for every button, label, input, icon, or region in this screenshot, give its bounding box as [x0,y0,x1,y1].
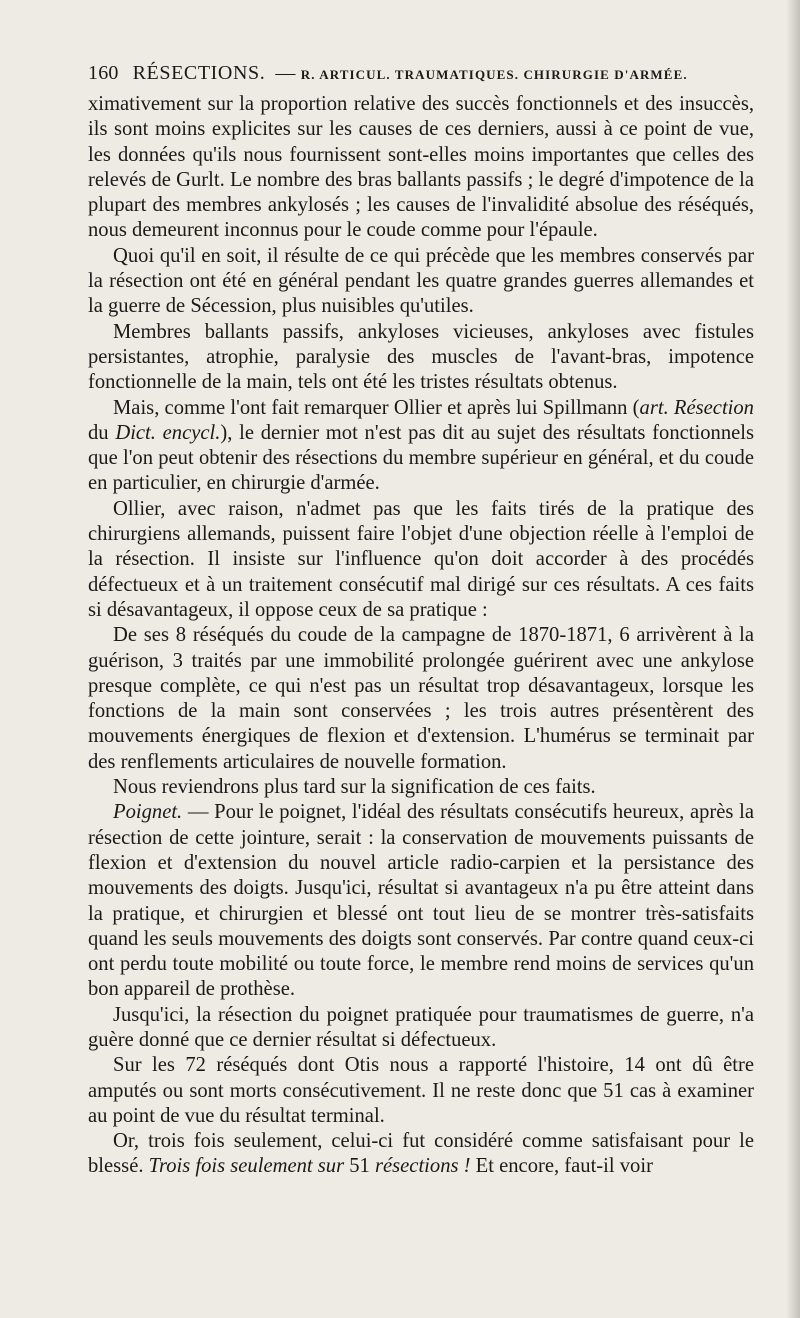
running-head [88,58,768,88]
paragraph-11 [88,1129,754,1180]
paragraph-4-text-2: du [88,421,116,444]
paragraph-3: Membres ballants passifs, ankyloses vicieuses, ankyloses avec fistules persistantes, atrophie, paralysie des muscles de l'avant-bras, impotence fonctionnelle de la main, tels ont été les tristes résultats obtenus. [88,320,754,394]
paragraph-4-text-3: ), le dernier mot n'est pas dit au sujet des résultats fonctionnels que l'on peut obtenir des résections du membre supérieur en général, et du coude en particulier, en chirurgie d'armée. [88,421,754,495]
paragraph-4-text-1: Mais, comme l'ont fait remarquer Ollier et après lui Spillmann ( [113,396,640,419]
paragraph-1: ximativement sur la proportion relative des succès fonctionnels et des insuccès, ils sont moins explicites sur les causes de ces derniers, aussi à ce point de vue, les données qu'ils nous fournissent sont-elles moins importantes que celles des relevés de Gurlt. Le nombre des bras ballants passifs ; le degré d'impotence de la plupart des membres ankylosés ; les causes de l'invalidité absolue des réséqués, nous demeurent inconnus pour le coude comme pour l'épaule. [88,93,754,242]
paragraph-8-text: — Pour le poignet, l'idéal des résultats consécutifs heureux, après la résection de cette jointure, serait : la conservation de mouvements puissants de flexion et d'extension du nouvel article radio-carpien et la persistance des mouvements des doigts. Jusqu'ici, résultat si avantageux n'a pu être atteint dans la pratique, et chirurgien et blessé ont tout lieu de se montrer très-satisfaits quand les seuls mouvements des doigts sont conservés. Par contre quand ceux-ci ont perdu toute mobilité ou toute force, le membre rend moins de services qu'un bon appareil de prothèse. [88,801,754,1001]
paragraph-10: Sur les 72 réséqués dont Otis nous a rapporté l'histoire, 14 ont dû être amputés ou sont morts consécutivement. Il ne reste donc que 51 cas à examiner au point de vue du résultat terminal. [88,1054,754,1127]
header-dash: — [275,62,296,84]
paragraph-4-citation-2: Dict. encycl. [115,421,221,444]
subheading-poignet: Poignet. [113,801,183,824]
paragraph-11-emphasis-1: Trois fois seulement sur [148,1155,345,1178]
paragraph-2: Quoi qu'il en soit, il résulte de ce qui précède que les membres conservés par la résection ont été en général pendant les quatre grandes guerres allemandes et la guerre de Sécession, plus nuisibles qu'utiles. [88,244,754,318]
paragraph-4 [88,396,754,497]
paragraph-6: De ses 8 réséqués du coude de la campagne de 1870-1871, 6 arrivèrent à la guérison, 3 traités par une immobilité prolongée guérirent avec une ankylose presque complète, ce qui n'est pas un résultat trop désavantageux, lorsque les fonctions de la main sont conservées ; les trois autres présentèrent des mouvements énergiques de flexion et d'extension. L'humérus se terminait par des renflements articulaires de nouvelle formation. [88,624,754,773]
paragraph-11-text-3: Et encore, faut-il voir [470,1155,653,1178]
section-subtitle: R. ARTICUL. TRAUMATIQUES. CHIRURGIE D'ARMÉE. [300,67,688,82]
paragraph-4-citation-1: art. Résection [639,396,754,419]
paragraph-5: Ollier, avec raison, n'admet pas que les faits tirés de la pratique des chirurgiens allemands, puissent faire l'objet d'une objection réelle à l'emploi de la résection. Il insiste sur l'influence qu'on doit accorder à des procédés défectueux et à un traitement consécutif mal dirigé sur ces résultats. A ces faits si désavantageux, il oppose ceux de sa pratique : [88,497,754,621]
body-text [88,92,754,1180]
paragraph-9: Jusqu'ici, la résection du poignet pratiquée pour traumatismes de guerre, n'a guère donné que ce dernier résultat si défectueux. [88,1003,754,1051]
paragraph-11-text-1: Or, trois fois seulement, celui-ci fut considéré comme satisfaisant pour le blessé. [88,1130,754,1178]
section-title: RÉSECTIONS. [132,62,266,84]
paragraph-11-text-2: 51 [344,1155,375,1178]
paragraph-8 [88,800,754,1002]
paragraph-11-emphasis-2: résections ! [375,1155,471,1178]
page-number: 160 [88,62,119,84]
paragraph-7: Nous reviendrons plus tard sur la signification de ces faits. [113,776,596,799]
